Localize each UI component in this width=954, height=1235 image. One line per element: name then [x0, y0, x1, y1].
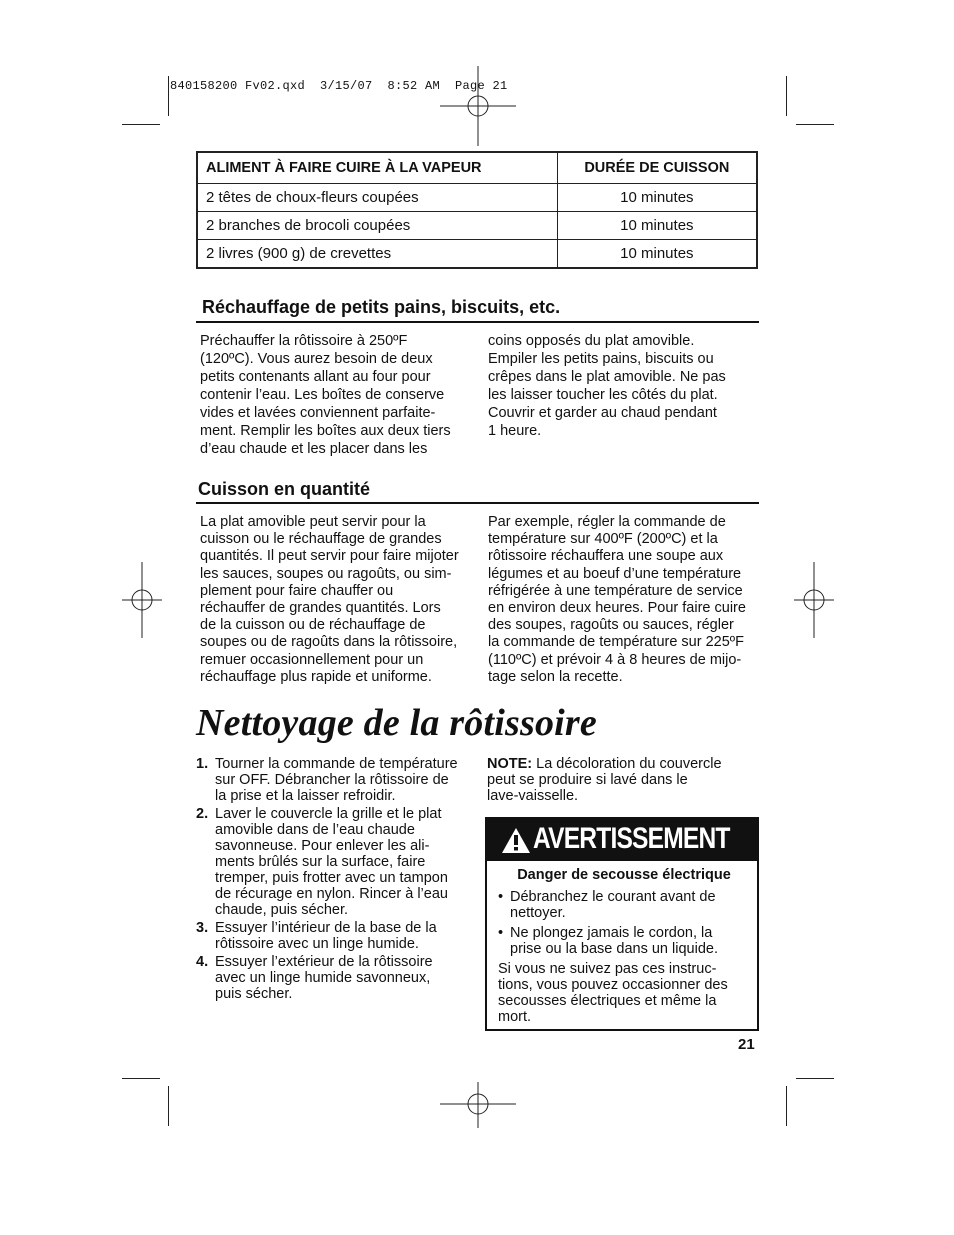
cleaning-steps-list — [196, 756, 466, 1004]
section-rule — [196, 321, 759, 323]
step-number: 3. — [196, 920, 209, 936]
table-cell-food: 2 branches de brocoli coupées — [197, 212, 557, 240]
section-heading-bulk-cooking: Cuisson en quantité — [198, 479, 371, 499]
list-item: 4. Essuyer l’extérieur de la rôtissoire avec un linge humide savonneux, puis sécher. — [196, 954, 433, 1002]
list-item: 1. Tourner la commande de température sur OFF. Débrancher la rôtissoire de la prise et la laisser refroidir. — [196, 756, 458, 804]
warning-body — [498, 865, 750, 1025]
cleaning-title: Nettoyage de la rôtissoire — [196, 702, 597, 744]
registration-mark-icon — [438, 66, 518, 146]
crop-mark — [796, 124, 834, 125]
registration-mark-icon — [122, 562, 162, 638]
column-header-time: DURÉE DE CUISSON — [557, 152, 757, 184]
crop-mark — [122, 1078, 160, 1079]
table-cell-time: 10 minutes — [557, 184, 757, 212]
bulk-cooking-text-left: La plat amovible peut servir pour la cuisson ou le réchauffage de grandes quantités. Il peut servir pour faire mijoter les sauces, soupes ou ragoûts, ou sim- plement pour faire chauffer ou réchauffer de grandes quantités. Lors de la cuisson ou de réchauffage de soupes ou de ragoûts dans la rôtissoire, remuer occasionnellement pour un réchauffage plus rapide et uniforme. — [200, 514, 459, 685]
table-row — [197, 184, 757, 212]
table-row — [197, 212, 757, 240]
section-rule — [196, 502, 759, 504]
steaming-time-table — [196, 151, 758, 269]
page-number: 21 — [738, 1036, 755, 1053]
list-item: • Ne plongez jamais le cordon, la prise ou la base dans un liquide. — [498, 925, 750, 957]
crop-mark — [122, 124, 160, 125]
table-header-row — [197, 152, 757, 184]
step-number: 1. — [196, 756, 209, 772]
warning-danger-heading: Danger de secousse électrique — [517, 867, 731, 883]
note-label: NOTE: — [487, 756, 533, 772]
crop-mark — [168, 76, 169, 116]
warning-header — [487, 819, 757, 861]
list-item: • Débranchez le courant avant de nettoyer. — [498, 889, 750, 921]
table-row — [197, 240, 757, 269]
table-cell-food: 2 têtes de choux-fleurs coupées — [197, 184, 557, 212]
reheating-text-right: coins opposés du plat amovible. Empiler les petits pains, biscuits ou crêpes dans le plat amovible. Ne pas les laisser toucher les côtés du plat. Couvrir et garder au chaud pendant 1 heure. — [488, 333, 726, 439]
file-slug: 840158200 Fv02.qxd 3/15/07 8:52 AM Page 21 — [170, 79, 508, 93]
crop-mark — [168, 1086, 169, 1126]
reheating-text-left: Préchauffer la rôtissoire à 250ºF (120ºC). Vous aurez besoin de deux petits contenants allant au four pour contenir l’eau. Les boîtes de conserve vides et lavées conviennent parfaite- ment. Remplir les boîtes aux deux tiers d’eau chaude et les placer dans les — [200, 333, 451, 457]
list-item: 2. Laver le couvercle la grille et le plat amovible dans de l’eau chaude savonneuse. Pour enlever les ali- ments brûlés sur la surface, faire tremper, puis frotter avec un tampon de récurage en nylon. Rincer à l’eau chaude, puis sécher. — [196, 806, 448, 918]
crop-mark — [796, 1078, 834, 1079]
bulk-cooking-text-right: Par exemple, régler la commande de température sur 400ºF (200ºC) et la rôtissoire réchauffera une soupe aux légumes et au boeuf d’une température réfrigérée à une température de service en environ deux heures. Pour faire cuire des soupes, ragoûts ou sauces, régler la commande de température sur 225ºF (110ºC) et prévoir 4 à 8 heures de mijo- tage selon la recette. — [488, 514, 746, 685]
table-cell-time: 10 minutes — [557, 212, 757, 240]
step-number: 2. — [196, 806, 209, 822]
warning-triangle-icon — [501, 827, 531, 854]
warning-bullets — [498, 889, 750, 957]
registration-mark-icon — [794, 562, 834, 638]
list-item: 3. Essuyer l’intérieur de la base de la rôtissoire avec un linge humide. — [196, 920, 437, 952]
crop-mark — [786, 76, 787, 116]
warning-consequence: Si vous ne suivez pas ces instruc- tions, vous pouvez occasionner des secousses électriques et même la mort. — [498, 961, 728, 1025]
table-cell-time: 10 minutes — [557, 240, 757, 269]
warning-title: AVERTISSEMENT — [533, 822, 730, 855]
registration-mark-icon — [438, 1082, 518, 1128]
dishwasher-note: NOTE: La décoloration du couvercle peut se produire si lavé dans le lave-vaisselle. — [487, 756, 722, 804]
step-number: 4. — [196, 954, 209, 970]
warning-box — [485, 817, 759, 1031]
table-cell-food: 2 livres (900 g) de crevettes — [197, 240, 557, 269]
section-heading-reheating: Réchauffage de petits pains, biscuits, etc. — [202, 297, 561, 317]
crop-mark — [786, 1086, 787, 1126]
column-header-food: ALIMENT À FAIRE CUIRE À LA VAPEUR — [197, 152, 557, 184]
